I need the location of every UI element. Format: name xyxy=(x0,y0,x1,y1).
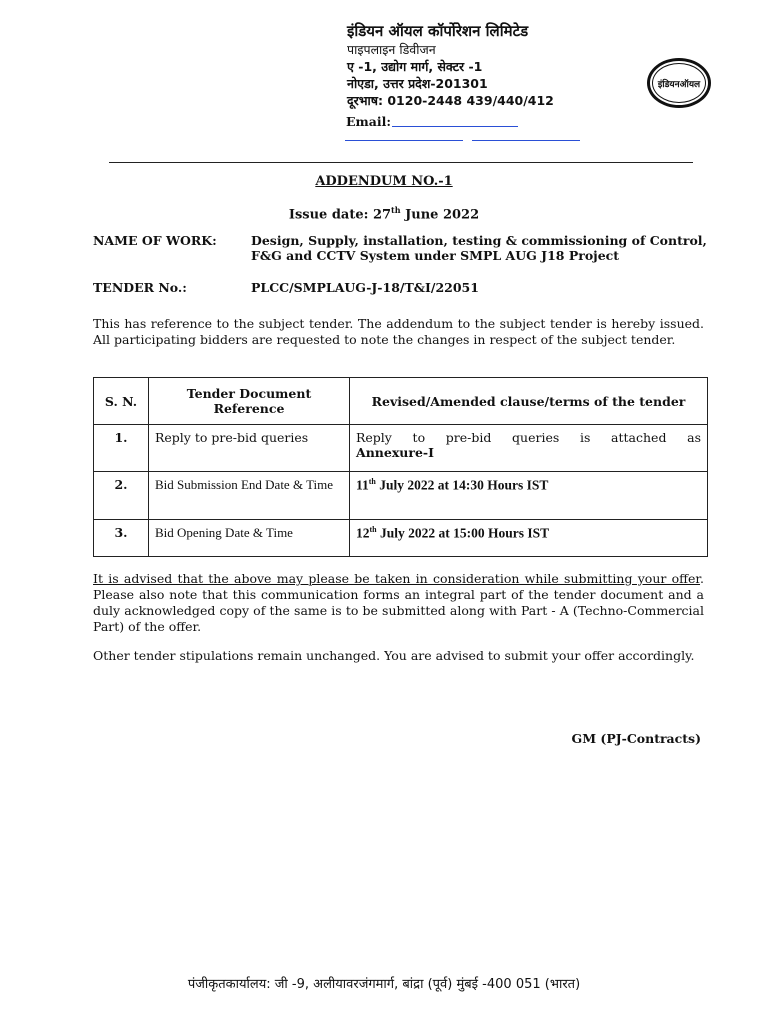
stipulations-paragraph: Other tender stipulations remain unchanged. You are advised to submit your offer accordingly. xyxy=(93,648,695,663)
logo-text: इंडियनऑयल xyxy=(652,63,706,103)
row-revised xyxy=(350,425,708,472)
table-row xyxy=(94,425,708,472)
advice-paragraph xyxy=(93,571,704,635)
phone-number: दूरभाष: 0120-2448 439/440/412 xyxy=(347,93,554,108)
header-sn: S. N. xyxy=(94,378,149,425)
header-revised: Revised/Amended clause/terms of the tender xyxy=(350,378,708,425)
signatory: GM (PJ-Contracts) xyxy=(571,731,701,746)
row-sn: 3. xyxy=(94,520,149,557)
address-line-2: नोएडा, उत्तर प्रदेश-201301 xyxy=(347,76,488,91)
email-link-2[interactable] xyxy=(345,140,463,141)
table-row xyxy=(94,472,708,520)
advice-underlined: It is advised that the above may please be taken in consideration while submitting your offer xyxy=(93,571,701,586)
amendment-table xyxy=(93,377,708,557)
row-reference: Bid Opening Date & Time xyxy=(149,520,350,557)
indianoil-logo xyxy=(647,58,711,108)
row-reference: Bid Submission End Date & Time xyxy=(149,472,350,520)
row-revised-text: Reply to pre-bid queries is attached as xyxy=(356,430,701,445)
name-of-work-value: Design, Supply, installation, testing & commissioning of Control, F&G and CCTV System under SMPL AUG J18 Project xyxy=(251,233,707,263)
intro-paragraph: This has reference to the subject tender. The addendum to the subject tender is hereby issued. All participating bidders are requested to note the changes in respect of the subject tender. xyxy=(93,316,704,347)
table-row xyxy=(94,520,708,557)
row-reference: Reply to pre-bid queries xyxy=(149,425,350,472)
letterhead xyxy=(347,22,554,109)
email-link-3[interactable] xyxy=(472,140,580,141)
document-title: ADDENDUM NO.-1 xyxy=(315,174,453,189)
row-revised: 12th July 2022 at 15:00 Hours IST xyxy=(350,520,708,557)
row-sn: 2. xyxy=(94,472,149,520)
row-sn: 1. xyxy=(94,425,149,472)
organization-name: इंडियन ऑयल कॉर्पोरेशन लिमिटेड xyxy=(347,22,529,40)
email-label: Email: xyxy=(346,114,391,129)
row-revised: 11th July 2022 at 14:30 Hours IST xyxy=(350,472,708,520)
division-name: पाइपलाइन डिवीजन xyxy=(347,42,436,57)
table-header-row xyxy=(94,378,708,425)
header-divider xyxy=(109,162,693,163)
tender-number-label: TENDER No.: xyxy=(93,280,187,295)
annexure-reference: Annexure-I xyxy=(356,445,434,460)
name-of-work-label: NAME OF WORK: xyxy=(93,233,217,248)
issue-date: Issue date: 27th June 2022 xyxy=(288,205,480,223)
header-reference: Tender Document Reference xyxy=(149,378,350,425)
advice-rest: . Please also note that this communication forms an integral part of the tender document and a duly acknowledged copy of the same is to be submitted along with Part - A (Techno-Commercial Part) of the offer. xyxy=(93,571,704,634)
tender-number-value: PLCC/SMPLAUG-J-18/T&I/22051 xyxy=(251,280,479,295)
registered-office-footer: पंजीकृतकार्यालय: जी -9, अलीयावरजंगमार्ग, बांद्रा (पूर्व) मुंबई -400 051 (भारत) xyxy=(187,977,581,992)
email-link-1[interactable] xyxy=(392,126,518,127)
address-line-1: ए -1, उद्योग मार्ग, सेक्टर -1 xyxy=(347,59,483,74)
